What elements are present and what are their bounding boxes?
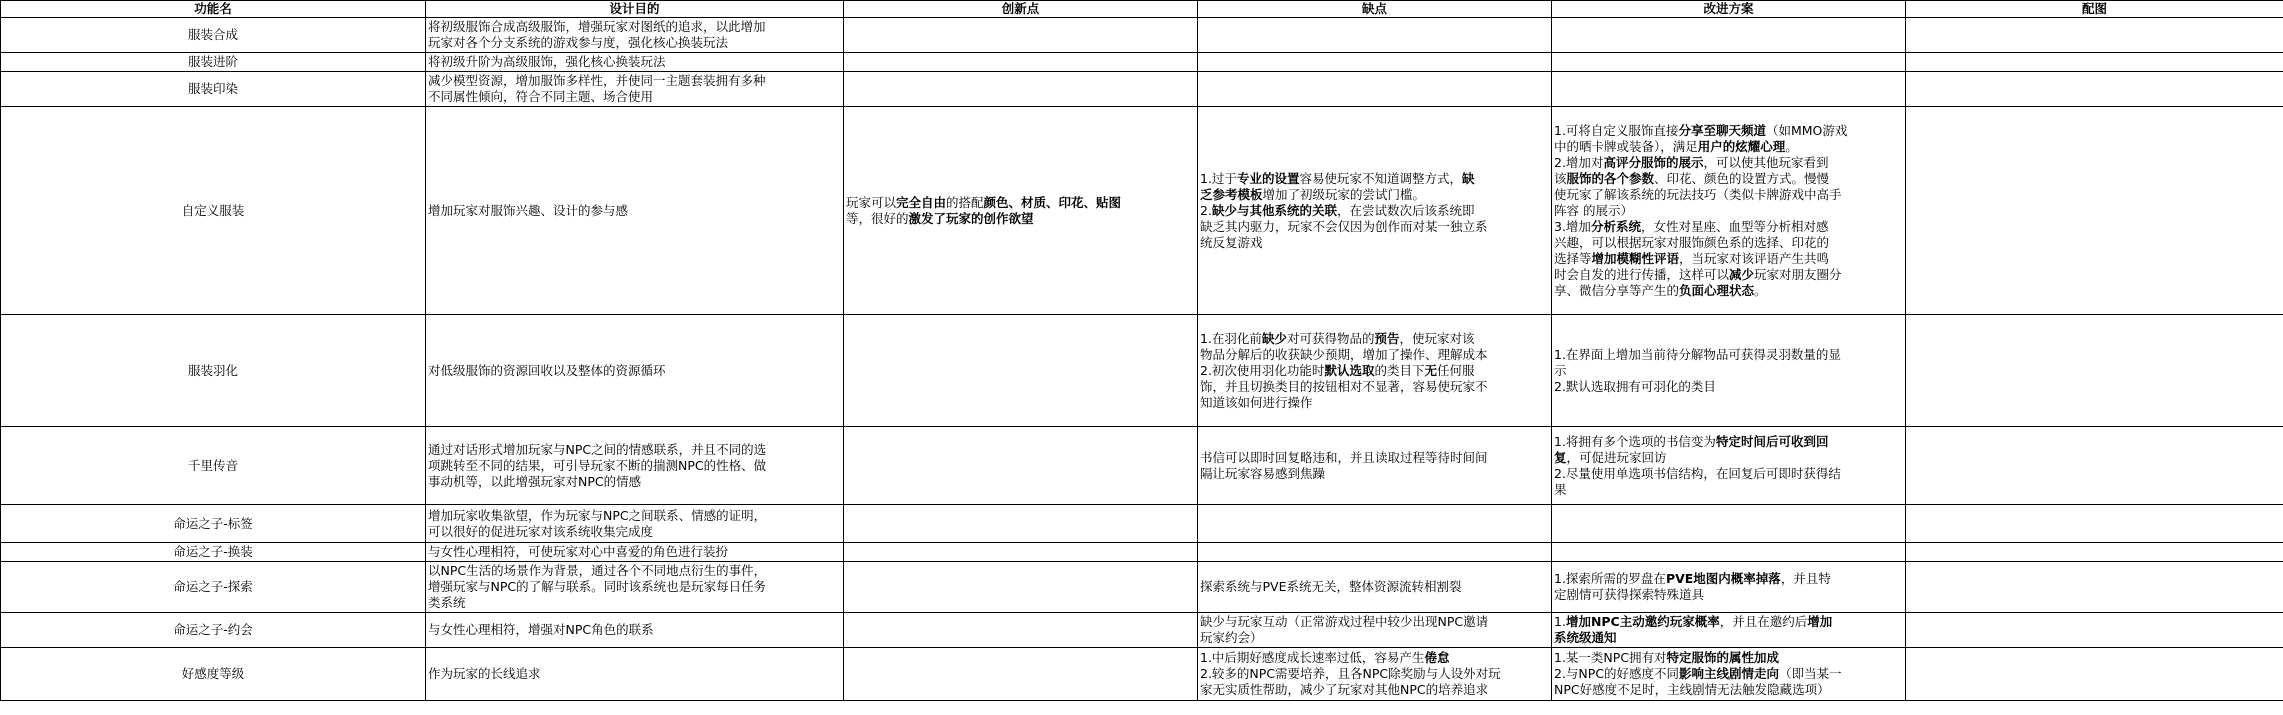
text-run: 缺乏其内驱力，玩家不会仅因为创作而对某一独立系	[1200, 218, 1488, 234]
image-cell	[1906, 562, 2283, 613]
bold-text: 乏参考模板	[1200, 186, 1263, 202]
table-row	[1, 505, 2283, 543]
bold-text: 激发了玩家的创作欲望	[908, 210, 1034, 226]
text-run: 增加玩家收集欲望，作为玩家与NPC之间联系、情感的证明，	[428, 507, 767, 523]
text-run: ，使玩家对该	[1399, 330, 1475, 346]
text-run: 将初级服饰合成高级服饰，增强玩家对图纸的追求，以此增加	[428, 19, 766, 34]
text-run: 任何服	[1436, 362, 1475, 378]
text-run: 将初级升阶为高级服饰，强化核心换装玩法	[428, 54, 666, 69]
text-run: 1.	[1554, 614, 1566, 629]
header-cell: 改进方案	[1552, 1, 1906, 18]
defects-cell	[1198, 613, 1552, 648]
defects-line	[1200, 219, 1549, 235]
feature-name-cell: 好感度等级	[1, 648, 426, 701]
text-run: 以NPC生活的场景作为背景，通过各个不同地点衍生的事件，	[428, 563, 767, 578]
text-run: 减少模型资源，增加服饰多样性，并使同一主题套装拥有多种	[428, 73, 766, 88]
defects-cell	[1198, 72, 1552, 107]
improvements-line	[1554, 630, 1903, 646]
purpose-cell	[426, 562, 844, 613]
text-run: 类系统	[428, 595, 466, 610]
defects-cell	[1198, 648, 1552, 701]
innovation-line	[846, 211, 1195, 227]
feature-name-cell: 自定义服装	[1, 107, 426, 315]
innovation-cell	[844, 427, 1198, 505]
defects-line	[1200, 379, 1549, 395]
purpose-cell	[426, 505, 844, 543]
header-cell: 缺点	[1198, 1, 1552, 18]
text-run: 缺少与玩家互动（正常游戏过程中较少出现NPC邀请	[1200, 614, 1489, 629]
text-run: 书信可以即时回复略违和，并且读取过程等待时间间	[1200, 449, 1488, 465]
purpose-line	[428, 524, 841, 540]
improvements-line	[1554, 379, 1903, 395]
purpose-line	[428, 579, 841, 595]
text-run: 。	[1785, 138, 1798, 154]
text-run: 隔让玩家容易感到焦躁	[1200, 465, 1326, 481]
text-run: 该	[1554, 170, 1567, 186]
text-run: 2.较多的NPC需要培养，且各NPC除奖励与人设外对玩	[1200, 666, 1501, 681]
text-run: 玩家约会）	[1200, 630, 1263, 645]
innovation-cell	[844, 505, 1198, 543]
text-run: 作为玩家的长线追求	[428, 666, 541, 681]
defects-line	[1200, 682, 1549, 698]
innovation-cell	[844, 315, 1198, 427]
image-cell	[1906, 315, 2283, 427]
text-run: 玩家可以	[846, 194, 897, 210]
defects-cell	[1198, 427, 1552, 505]
purpose-line	[428, 666, 841, 682]
improvements-line	[1554, 450, 1903, 466]
bold-text: 系统级通知	[1554, 630, 1617, 645]
bold-text: 无	[1424, 362, 1437, 378]
image-cell	[1906, 543, 2283, 562]
text-run: 1.某一类NPC拥有对	[1554, 650, 1667, 665]
image-cell	[1906, 505, 2283, 543]
defects-cell	[1198, 315, 1552, 427]
improvements-line	[1554, 155, 1903, 171]
text-run: 对低级服饰的资源回收以及整体的资源循环	[428, 362, 666, 378]
text-run: NPC好感度不足时，主线剧情无法触发隐藏选项）	[1554, 682, 1830, 697]
improvements-line	[1554, 482, 1903, 498]
text-run: ，可促进玩家回访	[1566, 449, 1667, 465]
bold-text: PVE地图内概率掉落	[1665, 571, 1781, 586]
feature-name-cell: 命运之子-探索	[1, 562, 426, 613]
purpose-line	[428, 203, 841, 219]
innovation-cell	[844, 53, 1198, 72]
improvements-cell	[1552, 18, 1906, 53]
purpose-cell	[426, 18, 844, 53]
table-row	[1, 18, 2283, 53]
bold-text: 颜色、材质、印花、贴图	[983, 194, 1122, 210]
table-row	[1, 315, 2283, 427]
defects-line	[1200, 466, 1549, 482]
defects-line	[1200, 331, 1549, 347]
image-cell	[1906, 613, 2283, 648]
purpose-line	[428, 474, 841, 490]
text-run: 家无实质性帮助，减少了玩家对其他NPC的培养追求	[1200, 682, 1489, 697]
text-run: 可以很好的促进玩家对该系统收集完成度	[428, 523, 654, 539]
bold-text: 增加模糊性评语	[1591, 250, 1680, 266]
header-cell: 配图	[1906, 1, 2283, 18]
improvements-line	[1554, 587, 1903, 603]
improvements-cell	[1552, 543, 1906, 562]
improvements-line	[1554, 139, 1903, 155]
text-run: 1.可将自定义服饰直接	[1554, 122, 1679, 138]
improvements-line	[1554, 171, 1903, 187]
defects-line	[1200, 650, 1549, 666]
text-run: 通过对话形式增加玩家与NPC之间的情感联系，并且不同的选	[428, 441, 767, 457]
bold-text: 增加NPC主动邀约玩家概率	[1565, 614, 1720, 629]
defects-line	[1200, 666, 1549, 682]
improvements-cell	[1552, 315, 1906, 427]
innovation-cell	[844, 613, 1198, 648]
improvements-line	[1554, 434, 1903, 450]
defects-line	[1200, 235, 1549, 251]
text-run: 1.将拥有多个选项的书信变为	[1554, 433, 1716, 449]
purpose-line	[428, 442, 841, 458]
table-row	[1, 613, 2283, 648]
innovation-cell	[844, 18, 1198, 53]
improvements-line	[1554, 251, 1903, 267]
purpose-cell	[426, 72, 844, 107]
improvements-line	[1554, 466, 1903, 482]
purpose-line	[428, 19, 841, 35]
table-row	[1, 562, 2283, 613]
text-run: 项跳转至不同的结果，可引导玩家不断的揣测NPC的性格、做	[428, 457, 767, 473]
text-run: 享、微信分享等产生的	[1554, 282, 1680, 298]
improvements-line	[1554, 666, 1903, 682]
bold-text: 减少	[1729, 266, 1755, 282]
text-run: ，在尝试数次后该系统即	[1336, 202, 1475, 218]
bold-text: 分享至聊天频道	[1678, 122, 1766, 138]
bold-text: 服饰的各个参数	[1566, 170, 1655, 186]
text-run: 1.中后期好感度成长速率过低，容易产生	[1200, 650, 1425, 665]
bold-text: 特定时间后可收到回	[1715, 433, 1829, 449]
bold-text: 影响主线剧情走向	[1679, 666, 1780, 681]
innovation-cell	[844, 648, 1198, 701]
table-row	[1, 107, 2283, 315]
purpose-line	[428, 508, 841, 524]
innovation-cell	[844, 72, 1198, 107]
text-run: 饰，并且切换类目的按钮相对不显著，容易使玩家不	[1200, 378, 1488, 394]
bold-text: 完全自由	[896, 194, 947, 210]
bold-text: 预告	[1374, 330, 1400, 346]
improvements-line	[1554, 283, 1903, 299]
improvements-cell	[1552, 562, 1906, 613]
improvements-cell	[1552, 613, 1906, 648]
text-run: 等，很好的	[846, 210, 909, 226]
text-run: 容易使玩家不知道调整方式，	[1299, 170, 1462, 186]
defects-cell	[1198, 562, 1552, 613]
purpose-line	[428, 89, 841, 105]
innovation-cell	[844, 562, 1198, 613]
defects-cell	[1198, 543, 1552, 562]
bold-text: 倦怠	[1424, 650, 1450, 665]
table-row	[1, 648, 2283, 701]
defects-line	[1200, 395, 1549, 411]
bold-text: 用户的炫耀心理	[1697, 138, 1786, 154]
improvements-line	[1554, 187, 1903, 203]
feature-name-cell: 命运之子-标签	[1, 505, 426, 543]
bold-text: 缺	[1461, 170, 1475, 186]
improvements-line	[1554, 203, 1903, 219]
feature-name-cell: 命运之子-换装	[1, 543, 426, 562]
text-run: 1.过于	[1200, 170, 1237, 186]
text-run: （即当某一	[1779, 666, 1842, 681]
text-run: 示	[1554, 362, 1567, 378]
text-run: 2.尽量使用单选项书信结构，在回复后可即时获得结	[1554, 465, 1841, 481]
text-run: 2.	[1200, 202, 1212, 218]
purpose-cell	[426, 53, 844, 72]
purpose-line	[428, 595, 841, 611]
image-cell	[1906, 53, 2283, 72]
feature-name-cell: 服装进阶	[1, 53, 426, 72]
text-run: 兴趣，可以根据玩家对服饰颜色系的选择、印花的	[1554, 234, 1830, 250]
bold-text: 负面心理状态	[1679, 282, 1755, 298]
image-cell	[1906, 18, 2283, 53]
purpose-line	[428, 35, 841, 51]
text-run: 事动机等，以此增强玩家对NPC的情感	[428, 473, 642, 489]
innovation-cell	[844, 543, 1198, 562]
text-run: 对可获得物品的	[1286, 330, 1375, 346]
improvements-line	[1554, 650, 1903, 666]
text-run: 统反复游戏	[1200, 234, 1263, 250]
improvements-cell	[1552, 72, 1906, 107]
text-run: 、印花、颜色的设置方式。慢慢	[1654, 170, 1830, 186]
feature-name-cell: 服装合成	[1, 18, 426, 53]
defects-line	[1200, 347, 1549, 363]
text-run: 知道该如何进行操作	[1200, 394, 1313, 410]
text-run: 玩家对朋友圈分	[1754, 266, 1842, 282]
bold-text: 缺少与其他系统的关联	[1211, 202, 1337, 218]
bold-text: 特定服饰的属性加成	[1666, 650, 1780, 665]
header-row	[1, 1, 2283, 18]
bold-text: 高评分服饰的展示	[1603, 154, 1704, 170]
bold-text: 专业的设置	[1236, 170, 1300, 186]
improvements-line	[1554, 123, 1903, 139]
text-run: 玩家对各个分支系统的游戏参与度，强化核心换装玩法	[428, 35, 729, 50]
text-run: 3.增加	[1554, 218, 1591, 234]
text-run: 1.探索所需的罗盘在	[1554, 571, 1666, 586]
text-run: ，并且特	[1780, 571, 1831, 586]
purpose-line	[428, 622, 841, 638]
improvements-line	[1554, 347, 1903, 363]
improvements-cell	[1552, 648, 1906, 701]
feature-name-cell: 命运之子-约会	[1, 613, 426, 648]
text-run: 时会自发的进行传播，这样可以	[1554, 266, 1730, 282]
image-cell	[1906, 427, 2283, 505]
improvements-line	[1554, 614, 1903, 630]
text-run: 2.初次使用羽化功能时	[1200, 362, 1325, 378]
text-run: 增加玩家对服饰兴趣、设计的参与感	[428, 202, 629, 218]
defects-line	[1200, 450, 1549, 466]
text-run: 1.在羽化前	[1200, 330, 1262, 346]
bold-text: 增加	[1807, 614, 1833, 629]
purpose-cell	[426, 107, 844, 315]
text-run: 物品分解后的收获缺少预期，增加了操作、理解成本	[1200, 346, 1488, 362]
text-run: 中的晒卡牌或装备），满足	[1554, 138, 1698, 154]
improvements-cell	[1552, 427, 1906, 505]
text-run: 探索系统与PVE系统无关，整体资源流转相割裂	[1200, 579, 1462, 594]
purpose-cell	[426, 543, 844, 562]
image-cell	[1906, 72, 2283, 107]
defects-line	[1200, 363, 1549, 379]
purpose-line	[428, 458, 841, 474]
defects-cell	[1198, 18, 1552, 53]
purpose-cell	[426, 648, 844, 701]
text-run: 的搭配	[946, 194, 984, 210]
improvements-line	[1554, 235, 1903, 251]
defects-cell	[1198, 107, 1552, 315]
improvements-cell	[1552, 53, 1906, 72]
defects-line	[1200, 187, 1549, 203]
text-run: 果	[1554, 481, 1567, 497]
text-run: （如MMO游戏	[1765, 122, 1848, 138]
purpose-cell	[426, 315, 844, 427]
improvements-line	[1554, 219, 1903, 235]
purpose-line	[428, 563, 841, 579]
image-cell	[1906, 107, 2283, 315]
purpose-cell	[426, 427, 844, 505]
text-run: ，当玩家对该评语产生共鸣	[1679, 250, 1830, 266]
defects-line	[1200, 579, 1549, 595]
header-cell: 设计目的	[426, 1, 844, 18]
innovation-line	[846, 195, 1195, 211]
defects-line	[1200, 630, 1549, 646]
defects-line	[1200, 171, 1549, 187]
text-run: 与女性心理相符，可使玩家对心中喜爱的角色进行装扮	[428, 544, 729, 559]
bold-text: 复	[1554, 449, 1567, 465]
text-run: 2.增加对	[1554, 154, 1604, 170]
text-run: 选择等	[1554, 250, 1592, 266]
table-row	[1, 72, 2283, 107]
defects-line	[1200, 614, 1549, 630]
text-run: 使玩家了解该系统的玩法技巧（类似卡牌游戏中高手	[1554, 186, 1842, 202]
text-run: ，可以使其他玩家看到	[1703, 154, 1829, 170]
text-run: 1.在界面上增加当前待分解物品可获得灵羽数量的显	[1554, 346, 1841, 362]
feature-name-cell: 服装羽化	[1, 315, 426, 427]
feature-name-cell: 服装印染	[1, 72, 426, 107]
header-cell: 创新点	[844, 1, 1198, 18]
text-run: 的类目下	[1374, 362, 1425, 378]
table-row	[1, 53, 2283, 72]
improvements-line	[1554, 682, 1903, 698]
purpose-line	[428, 54, 841, 70]
bold-text: 分析系统	[1590, 218, 1641, 234]
purpose-line	[428, 544, 841, 560]
text-run: 增强玩家与NPC的了解与联系。同时该系统也是玩家每日任务	[428, 579, 767, 594]
text-run: 阵容 的展示）	[1554, 202, 1633, 218]
bold-text: 缺少	[1261, 330, 1287, 346]
improvements-line	[1554, 363, 1903, 379]
image-cell	[1906, 648, 2283, 701]
defects-cell	[1198, 53, 1552, 72]
text-run: 增加了初级玩家的尝试门槛。	[1262, 186, 1426, 202]
table-row	[1, 543, 2283, 562]
table-row	[1, 427, 2283, 505]
text-run: 2.与NPC的好感度不同	[1554, 666, 1680, 681]
text-run: ，女性对星座、血型等分析相对感	[1640, 218, 1829, 234]
purpose-line	[428, 73, 841, 89]
text-run: 与女性心理相符，增强对NPC角色的联系	[428, 622, 654, 637]
text-run: ，并且在邀约后	[1719, 614, 1808, 629]
text-run: 不同属性倾向，符合不同主题、场合使用	[428, 89, 654, 104]
purpose-cell	[426, 613, 844, 648]
text-run: 定剧情可获得探索特殊道具	[1554, 587, 1705, 602]
bold-text: 默认选取	[1324, 362, 1375, 378]
innovation-cell	[844, 107, 1198, 315]
text-run: 。	[1754, 282, 1767, 298]
defects-line	[1200, 203, 1549, 219]
purpose-line	[428, 363, 841, 379]
header-cell: 功能名	[1, 1, 426, 18]
improvements-cell	[1552, 505, 1906, 543]
defects-cell	[1198, 505, 1552, 543]
improvements-cell	[1552, 107, 1906, 315]
text-run: 2.默认选取拥有可羽化的类目	[1554, 378, 1716, 394]
improvements-line	[1554, 267, 1903, 283]
feature-name-cell: 千里传音	[1, 427, 426, 505]
improvements-line	[1554, 571, 1903, 587]
